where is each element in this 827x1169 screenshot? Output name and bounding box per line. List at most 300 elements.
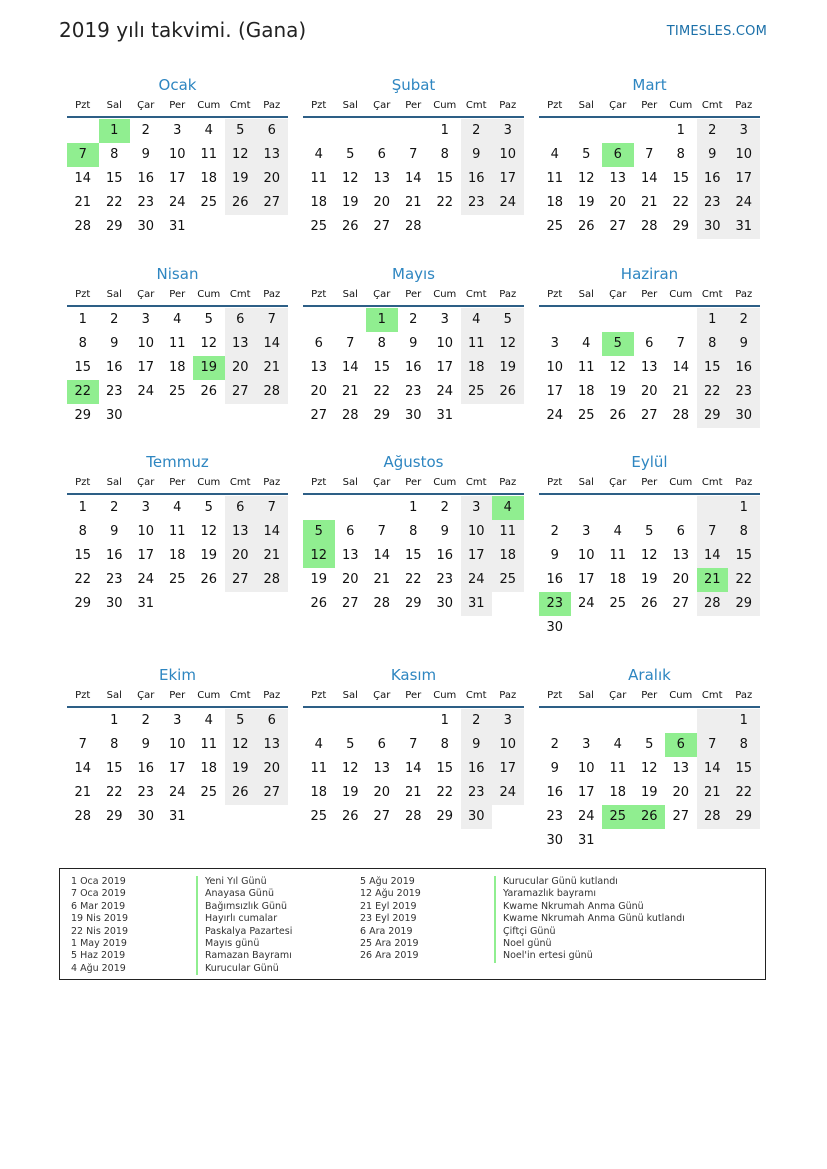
weekday-label: Cum [197,477,221,488]
day-cell: 16 [137,761,155,776]
weekday-label: Çar [609,477,627,488]
weekend-day-cell: 14 [697,544,729,568]
day-cell: 1 [440,713,449,728]
day-cell: 18 [310,195,328,210]
day-cell: 30 [546,833,564,848]
day-cell: 8 [676,147,685,162]
legend-dates-col-1 [71,876,128,975]
day-cell: 25 [546,219,564,234]
month-title: Şubat [391,76,436,94]
day-cell: 7 [78,737,87,752]
day-cell: 18 [546,195,564,210]
day-cell: 23 [436,572,454,587]
day-cell: 2 [110,312,119,327]
empty-day-cell [303,709,335,733]
day-cell: 17 [577,572,595,587]
day-cell: 6 [377,147,386,162]
weekend-day-cell: 30 [728,404,760,428]
weekday-label: Paz [735,690,753,701]
empty-day-cell [539,308,571,332]
month-calendar [303,448,524,616]
weekday-label: Sal [106,100,122,111]
day-cell: 11 [577,360,595,375]
holiday-day-cell: 7 [67,143,99,167]
day-cell: 27 [373,809,391,824]
weekday-label: Per [169,100,186,111]
weekday-label: Cmt [701,477,723,488]
holiday-day-cell: 26 [634,805,666,829]
weekend-day-cell: 17 [728,167,760,191]
holiday-day-cell: 5 [602,332,634,356]
weekend-day-cell: 24 [461,568,493,592]
day-cell: 17 [168,171,186,186]
weekend-day-cell: 26 [225,781,257,805]
weekend-day-cell: 20 [225,544,257,568]
empty-day-cell [366,119,398,143]
weekend-day-cell: 9 [697,143,729,167]
weekend-day-cell: 10 [492,143,524,167]
day-cell: 25 [310,219,328,234]
weekend-day-cell: 18 [461,356,493,380]
holiday-date: 26 Ara 2019 [360,950,419,962]
day-cell: 30 [105,408,123,423]
empty-day-cell [602,119,634,143]
day-cell: 30 [436,596,454,611]
weekday-label: Sal [342,690,358,701]
day-cell: 15 [436,171,454,186]
weekday-header [539,95,760,118]
day-cell: 30 [546,620,564,635]
day-cell: 21 [640,195,658,210]
weekend-day-cell: 22 [697,380,729,404]
weekend-day-cell: 5 [225,119,257,143]
day-cell: 11 [200,147,218,162]
weekend-day-cell: 30 [461,805,493,829]
day-cell: 13 [341,548,359,563]
day-cell: 20 [373,195,391,210]
weekday-label: Sal [106,289,122,300]
day-cell: 16 [137,171,155,186]
day-cell: 31 [577,833,595,848]
day-cell: 10 [436,336,454,351]
weekend-day-cell: 28 [697,805,729,829]
day-cell: 5 [204,500,213,515]
weekend-day-cell: 14 [697,757,729,781]
weekend-day-cell: 15 [728,757,760,781]
weekend-day-cell: 22 [728,568,760,592]
weekday-label: Çar [609,690,627,701]
weekday-label: Cum [197,690,221,701]
holiday-date: 25 Ara 2019 [360,937,419,949]
day-cell: 20 [672,785,690,800]
empty-day-cell [366,496,398,520]
holiday-day-cell: 1 [366,308,398,332]
day-cell: 13 [672,548,690,563]
empty-day-cell [571,709,603,733]
legend-dates-col-2 [360,876,421,963]
weekday-label: Pzt [75,690,91,701]
empty-day-cell [634,119,666,143]
day-cell: 18 [168,548,186,563]
day-cell: 25 [609,596,627,611]
weekday-label: Sal [342,100,358,111]
day-cell: 28 [640,219,658,234]
day-cell: 21 [74,195,92,210]
legend-names-col-1 [196,876,292,975]
weekend-day-cell: 19 [225,757,257,781]
weekday-label: Paz [735,477,753,488]
weekday-label: Per [641,690,658,701]
holiday-name: Mayıs günü [196,938,292,950]
weekend-day-cell: 7 [256,496,288,520]
day-cell: 18 [577,384,595,399]
holiday-name: Yaramazlık bayramı [494,888,685,900]
day-cell: 29 [74,596,92,611]
day-cell: 27 [341,596,359,611]
weekday-header [303,685,524,708]
day-cell: 28 [672,408,690,423]
holiday-name: Bağımsızlık Günü [196,901,292,913]
day-cell: 4 [204,713,213,728]
weekend-day-cell: 6 [225,496,257,520]
day-cell: 23 [546,809,564,824]
day-cell: 8 [440,737,449,752]
weekday-label: Çar [609,289,627,300]
weekend-day-cell: 13 [225,520,257,544]
weekday-header [67,472,288,495]
day-cell: 26 [200,384,218,399]
day-cell: 10 [137,524,155,539]
day-cell: 15 [436,761,454,776]
weekday-label: Pzt [547,690,563,701]
day-grid [539,119,760,239]
weekend-day-cell: 23 [697,191,729,215]
weekday-label: Çar [137,690,155,701]
day-cell: 1 [78,312,87,327]
day-cell: 26 [609,408,627,423]
day-cell: 31 [137,596,155,611]
day-cell: 3 [173,123,182,138]
day-cell: 3 [582,524,591,539]
day-cell: 8 [78,336,87,351]
holiday-date: 1 Oca 2019 [71,876,126,887]
holiday-name: Kurucular Günü kutlandı [494,876,685,888]
day-cell: 21 [341,384,359,399]
day-cell: 8 [409,524,418,539]
day-cell: 12 [577,171,595,186]
day-cell: 31 [168,809,186,824]
day-cell: 15 [74,360,92,375]
weekend-day-cell: 7 [697,520,729,544]
weekend-day-cell: 17 [492,167,524,191]
weekend-day-cell: 7 [256,308,288,332]
day-cell: 7 [377,524,386,539]
holiday-name: Ramazan Bayramı [196,950,292,962]
day-cell: 27 [672,809,690,824]
weekend-day-cell: 9 [461,143,493,167]
day-cell: 4 [314,147,323,162]
day-cell: 25 [310,809,328,824]
weekend-day-cell: 3 [492,709,524,733]
weekday-label: Cmt [229,477,251,488]
day-cell: 20 [640,384,658,399]
day-cell: 6 [314,336,323,351]
month-calendar [67,71,288,239]
weekday-label: Çar [137,100,155,111]
holiday-date: 21 Eyl 2019 [360,900,417,912]
weekend-day-cell: 16 [697,167,729,191]
weekday-label: Paz [499,477,517,488]
day-cell: 11 [168,336,186,351]
day-cell: 16 [105,360,123,375]
day-cell: 4 [173,500,182,515]
weekend-day-cell: 14 [256,332,288,356]
weekend-day-cell: 11 [461,332,493,356]
day-cell: 4 [613,524,622,539]
day-cell: 5 [346,147,355,162]
day-cell: 2 [141,713,150,728]
weekday-label: Paz [263,477,281,488]
day-cell: 7 [346,336,355,351]
day-cell: 31 [436,408,454,423]
day-cell: 15 [105,761,123,776]
day-cell: 10 [577,548,595,563]
day-cell: 22 [436,195,454,210]
weekday-label: Paz [735,289,753,300]
day-cell: 8 [110,737,119,752]
day-cell: 26 [640,596,658,611]
weekend-day-cell: 3 [728,119,760,143]
weekday-label: Sal [342,477,358,488]
month-calendar [67,260,288,428]
empty-day-cell [398,709,430,733]
holiday-name: Kurucular Günü [196,963,292,975]
day-grid [303,308,524,428]
day-cell: 25 [168,572,186,587]
day-cell: 24 [168,195,186,210]
weekday-label: Cmt [465,690,487,701]
day-cell: 19 [200,548,218,563]
day-cell: 26 [310,596,328,611]
day-cell: 23 [404,384,422,399]
day-cell: 28 [74,219,92,234]
holiday-day-cell: 25 [602,805,634,829]
day-cell: 2 [110,500,119,515]
month-title: Mayıs [392,265,435,283]
weekday-label: Per [169,289,186,300]
weekday-label: Cmt [465,100,487,111]
day-cell: 22 [105,785,123,800]
day-cell: 15 [672,171,690,186]
weekday-header [67,95,288,118]
weekday-label: Paz [735,100,753,111]
empty-day-cell [571,496,603,520]
month-calendar [67,661,288,829]
day-cell: 16 [546,785,564,800]
day-cell: 17 [137,548,155,563]
weekday-label: Çar [373,289,391,300]
weekday-label: Cmt [229,690,251,701]
day-cell: 1 [440,123,449,138]
weekday-label: Çar [137,289,155,300]
holiday-name: Noel günü [494,938,685,950]
day-cell: 12 [341,171,359,186]
holiday-day-cell: 5 [303,520,335,544]
day-cell: 16 [436,548,454,563]
weekday-label: Per [641,100,658,111]
weekday-header [303,284,524,307]
weekend-day-cell: 20 [256,167,288,191]
empty-day-cell [634,308,666,332]
day-cell: 28 [373,596,391,611]
day-cell: 20 [341,572,359,587]
weekday-label: Cum [433,289,457,300]
day-cell: 24 [168,785,186,800]
holiday-date: 19 Nis 2019 [71,913,128,925]
day-grid [539,709,760,853]
day-cell: 4 [582,336,591,351]
day-cell: 2 [550,524,559,539]
day-cell: 1 [78,500,87,515]
month-title: Nisan [156,265,199,283]
weekend-day-cell: 16 [461,167,493,191]
weekend-day-cell: 14 [256,520,288,544]
weekend-day-cell: 7 [697,733,729,757]
day-grid [67,709,288,829]
weekday-label: Cum [433,690,457,701]
day-cell: 13 [373,171,391,186]
day-cell: 4 [613,737,622,752]
weekend-day-cell: 15 [697,356,729,380]
day-cell: 13 [640,360,658,375]
weekend-day-cell: 17 [492,757,524,781]
day-cell: 14 [373,548,391,563]
day-cell: 4 [314,737,323,752]
day-cell: 5 [582,147,591,162]
day-cell: 11 [609,548,627,563]
weekday-label: Çar [609,100,627,111]
weekend-day-cell: 2 [461,119,493,143]
weekday-label: Pzt [547,289,563,300]
day-cell: 24 [546,408,564,423]
day-cell: 20 [310,384,328,399]
weekend-day-cell: 13 [256,143,288,167]
weekday-label: Paz [499,690,517,701]
month-title: Ocak [158,76,197,94]
day-cell: 19 [310,572,328,587]
empty-day-cell [634,496,666,520]
empty-day-cell [571,119,603,143]
day-cell: 26 [577,219,595,234]
weekend-day-cell: 16 [728,356,760,380]
day-cell: 18 [168,360,186,375]
weekend-day-cell: 13 [256,733,288,757]
month-title: Mart [632,76,667,94]
day-cell: 21 [672,384,690,399]
day-cell: 12 [341,761,359,776]
day-cell: 30 [404,408,422,423]
weekday-label: Cum [197,100,221,111]
weekday-header [539,284,760,307]
day-grid [539,308,760,428]
day-cell: 11 [168,524,186,539]
weekday-label: Cmt [465,477,487,488]
weekend-day-cell: 6 [256,119,288,143]
weekday-label: Pzt [311,100,327,111]
day-cell: 29 [404,596,422,611]
day-cell: 2 [550,737,559,752]
weekday-label: Cum [669,289,693,300]
weekend-day-cell: 24 [492,191,524,215]
weekday-label: Çar [373,690,391,701]
day-cell: 19 [640,785,658,800]
day-cell: 2 [141,123,150,138]
weekend-day-cell: 10 [461,520,493,544]
day-cell: 9 [550,761,559,776]
day-cell: 23 [137,195,155,210]
empty-day-cell [398,119,430,143]
weekday-label: Çar [373,100,391,111]
weekday-label: Per [405,100,422,111]
weekday-label: Sal [578,100,594,111]
day-cell: 27 [373,219,391,234]
weekend-day-cell: 21 [697,781,729,805]
day-cell: 29 [105,219,123,234]
holiday-day-cell: 22 [67,380,99,404]
day-cell: 13 [672,761,690,776]
empty-day-cell [697,709,729,733]
weekend-day-cell: 26 [492,380,524,404]
weekend-day-cell: 25 [492,568,524,592]
weekend-day-cell: 28 [697,592,729,616]
legend-names-col-2 [494,876,685,963]
holiday-day-cell: 6 [665,733,697,757]
day-cell: 17 [577,785,595,800]
weekday-label: Cum [433,100,457,111]
day-cell: 9 [141,737,150,752]
weekend-day-cell: 9 [461,733,493,757]
weekend-day-cell: 29 [728,592,760,616]
day-cell: 19 [577,195,595,210]
day-cell: 30 [137,219,155,234]
day-cell: 25 [168,384,186,399]
day-cell: 10 [546,360,564,375]
day-cell: 3 [550,336,559,351]
weekday-header [67,685,288,708]
day-cell: 15 [74,548,92,563]
weekend-day-cell: 1 [697,308,729,332]
weekday-label: Pzt [547,477,563,488]
day-cell: 9 [110,336,119,351]
site-link[interactable]: TIMESLES.COM [666,24,767,39]
weekend-day-cell: 19 [492,356,524,380]
day-cell: 8 [110,147,119,162]
day-cell: 5 [346,737,355,752]
weekend-day-cell: 19 [225,167,257,191]
empty-day-cell [665,709,697,733]
weekend-day-cell: 9 [728,332,760,356]
day-cell: 9 [550,548,559,563]
month-title: Ağustos [383,453,444,471]
day-cell: 16 [546,572,564,587]
weekend-day-cell: 30 [697,215,729,239]
holiday-date: 6 Mar 2019 [71,900,126,912]
day-cell: 20 [609,195,627,210]
empty-day-cell [602,496,634,520]
day-cell: 10 [168,737,186,752]
weekend-day-cell: 31 [461,592,493,616]
weekend-day-cell: 31 [728,215,760,239]
